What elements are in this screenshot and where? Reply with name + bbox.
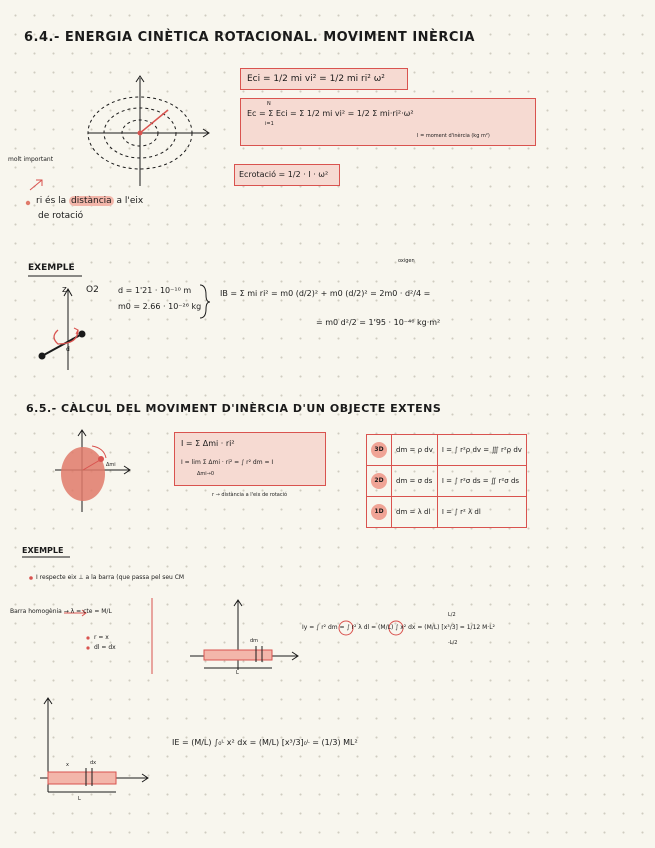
end-inertia-equation: IE = (M/L) ∫₀ᴸ x² dx = (M/L) [x³/3]₀ᴸ = (1/3) ML² [172, 738, 358, 747]
inertia-definition-box [174, 432, 326, 486]
L-label-end: L [78, 796, 81, 802]
distance-value: d = 1'21 · 10⁻¹⁰ m [118, 286, 192, 295]
sum-lower-limit: i=1 [265, 121, 274, 127]
rotational-energy-box: Ecrotació = 1/2 · I · ω² [234, 164, 340, 186]
dm-label: dm [250, 638, 259, 644]
ri-definition-line2: de rotació [38, 211, 84, 221]
L-label-cm: L [236, 670, 239, 676]
diff-cell: dm = σ ds [392, 466, 438, 497]
d-label: d [66, 346, 70, 353]
dim-cell [367, 497, 392, 528]
dx-label: dx [90, 760, 97, 766]
diff-cell: dm = ρ dv [392, 435, 438, 466]
total-kinetic-energy-box [240, 98, 536, 146]
lower-limit: -L/2 [448, 640, 458, 646]
dim-cell [367, 435, 392, 466]
dim-badge: 3D [371, 442, 387, 458]
rod-end-diagram [40, 698, 148, 792]
table-row [367, 435, 527, 466]
cm-inertia-equation: Iy = ∫ r² dm = ∫ r² λ dl = (M/L) ∫ x² dx = (M/L) [x³/3] = 1/12 M·L² [302, 624, 495, 631]
example1-equation: IB = Σ mi ri² = m0 (d/2)² + m0 (d/2)² = 2m0 · d²/4 = [220, 289, 431, 298]
rod-homogeneous: Barra homogènia → λ = cte = M/L [10, 608, 112, 615]
important-note: molt important [8, 156, 54, 163]
diff-cell: dm = λ dl [392, 497, 438, 528]
integral-cell: I = ∫ r²ρ dv = ∭ r²ρ dv [437, 435, 526, 466]
example2-title: EXEMPLE [22, 546, 64, 555]
delta-mass-label: Δmi [106, 462, 116, 468]
r-equals-x: r = x [94, 634, 109, 641]
limit-subscript: Δmi→0 [197, 471, 215, 477]
example1-title: EXEMPLE [28, 263, 75, 273]
mass-value: m0 = 2.66 · 10⁻²⁶ kg [118, 302, 202, 311]
dim-badge: 2D [371, 473, 387, 489]
table-row [367, 497, 527, 528]
distance-note: r → distància a l'eix de rotació [212, 492, 288, 498]
sum-upper-limit: N [267, 101, 271, 107]
dim-cell [367, 466, 392, 497]
example1-result: = m0 d²/2 = 1'95 · 10⁻⁴⁶ kg·m² [316, 318, 441, 327]
total-kinetic-energy-formula: Ec = Σ Eci = Σ 1/2 mi vi² = 1/2 Σ mi·ri²·ω² [247, 109, 414, 118]
density-table [366, 434, 527, 528]
rotation-diagram [88, 76, 209, 186]
extended-object-diagram [55, 430, 130, 512]
section-title-6-5: 6.5.- CÀLCUL DEL MOVIMENT D'INÈRCIA D'UN OBJECTE EXTENS [26, 402, 442, 415]
kinetic-energy-particle-box: Eci = 1/2 mi vi² = 1/2 mi ri² ω² [240, 68, 408, 90]
rod-cm-diagram [190, 600, 298, 670]
dim-badge: 1D [371, 504, 387, 520]
oxygen-note: oxigen [398, 258, 415, 264]
inertia-moment-note: I = moment d'inèrcia (kg m²) [417, 133, 490, 139]
dl-equals-dx: dl = dx [94, 644, 116, 651]
table-row [367, 466, 527, 497]
inertia-limit: I = lim Σ Δmi · ri² = ∫ r² dm = I [181, 459, 274, 466]
ri-def-highlight: distància [71, 196, 112, 206]
inertia-sum: I = Σ Δmi · ri² [181, 439, 235, 448]
ri-definition [36, 196, 143, 207]
x-label: x [66, 762, 69, 768]
o2-label: O2 [86, 285, 99, 295]
ri-def-post: a l'eix [116, 196, 144, 206]
ri-def-pre: ri és la [36, 196, 67, 206]
example2-bullet: I respecte eix ⊥ a la barra (que passa pel seu CM [36, 574, 185, 581]
o2-molecule-diagram [39, 289, 85, 370]
upper-limit: L/2 [448, 612, 456, 618]
integral-cell: I = ∫ r² λ dl [437, 497, 526, 528]
section-title-6-4: 6.4.- ENERGIA CINÈTICA ROTACIONAL. MOVIMENT INÈRCIA [24, 30, 475, 45]
z-axis-label: z [62, 285, 67, 295]
integral-cell: I = ∫ r²σ ds = ∬ r²σ ds [437, 466, 526, 497]
